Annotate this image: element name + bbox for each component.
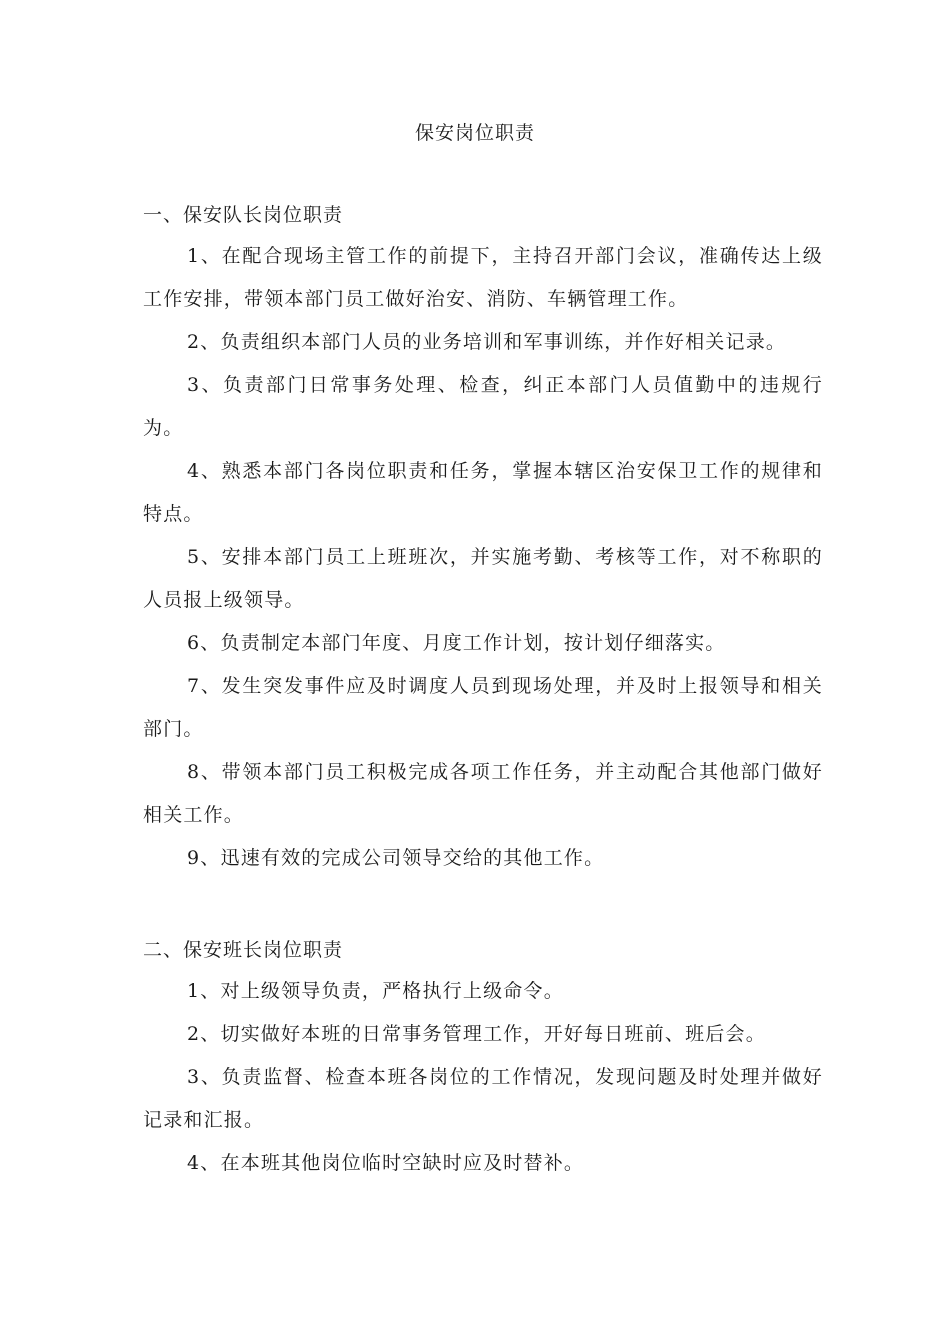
squad-leader-duty-item: 3、负责监督、检查本班各岗位的工作情况，发现问题及时处理并做好记录和汇报。: [143, 1066, 823, 1131]
captain-duty-item: 8、带领本部门员工积极完成各项工作任务，并主动配合其他部门做好相关工作。: [143, 761, 823, 826]
captain-duty-item: 6、负责制定本部门年度、月度工作计划，按计划仔细落实。: [187, 632, 726, 654]
squad-leader-duty-item: 2、切实做好本班的日常事务管理工作，开好每日班前、班后会。: [187, 1023, 766, 1045]
captain-duty-item: 3、负责部门日常事务处理、检查，纠正本部门人员值勤中的违规行为。: [143, 374, 823, 439]
captain-duty-item: 5、安排本部门员工上班班次，并实施考勤、考核等工作，对不称职的人员报上级领导。: [143, 546, 823, 611]
captain-duty-item: 7、发生突发事件应及时调度人员到现场处理，并及时上报领导和相关部门。: [143, 675, 823, 740]
captain-duty-item: 9、迅速有效的完成公司领导交给的其他工作。: [187, 847, 605, 869]
squad-leader-duty-item: 1、对上级领导负责，严格执行上级命令。: [187, 980, 564, 1002]
captain-duty-item: 1、在配合现场主管工作的前提下，主持召开部门会议，准确传达上级工作安排，带领本部门员工做好治安、消防、车辆管理工作。: [143, 245, 823, 310]
captain-duty-item: 4、熟悉本部门各岗位职责和任务，掌握本辖区治安保卫工作的规律和特点。: [143, 460, 823, 525]
document-title: 保安岗位职责: [414, 122, 535, 144]
section-heading-squad-leader: 二、保安班长岗位职责: [143, 939, 344, 961]
captain-duty-item: 2、负责组织本部门人员的业务培训和军事训练，并作好相关记录。: [187, 331, 787, 353]
section-heading-captain: 一、保安队长岗位职责: [143, 204, 344, 226]
squad-leader-duty-item: 4、在本班其他岗位临时空缺时应及时替补。: [187, 1152, 585, 1174]
